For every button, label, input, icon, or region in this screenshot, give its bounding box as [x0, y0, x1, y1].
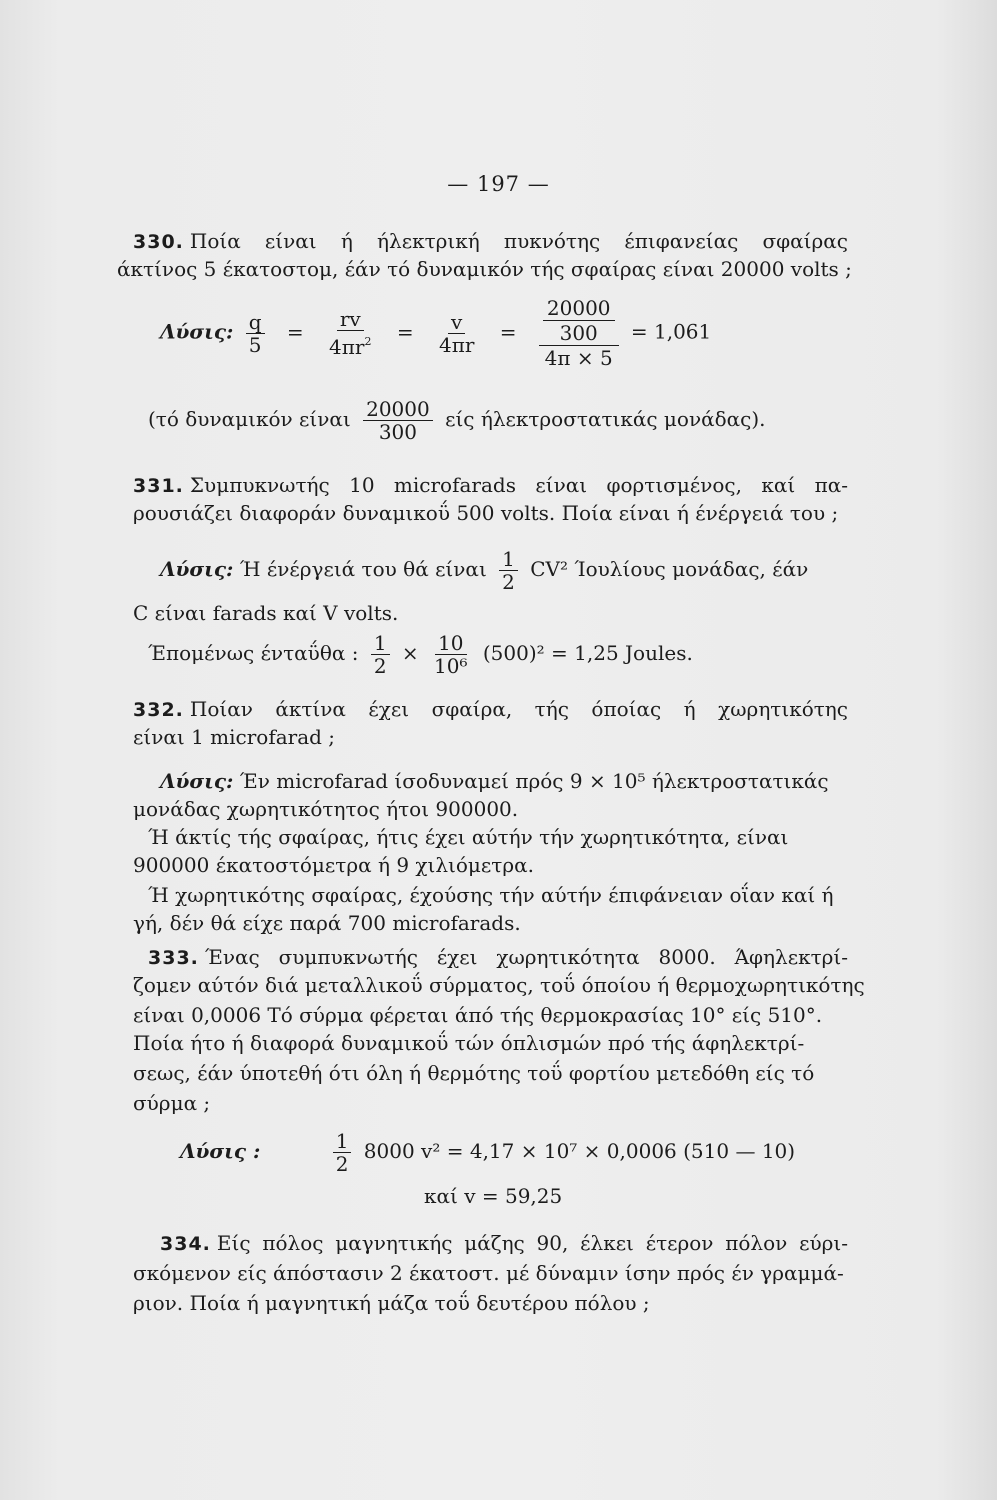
- fraction: $\frac{10}{\text{10⁶}}$: [434, 631, 468, 678]
- problem-number: 330.: [133, 231, 184, 253]
- page-number: — 197 —: [447, 172, 550, 196]
- problem-number: 334.: [160, 1233, 211, 1255]
- problem-334-line3: ριον. Ποία ή μαγνητική μάζα τοΰ δευτέρου πόλου ;: [133, 1291, 650, 1315]
- problem-333-line1: 333. Ένας συμπυκνωτής έχει χωρητικότητα 8000. Άφηλεκτρί-: [148, 945, 848, 969]
- fraction: $\frac{v}{4\pi r}$: [438, 309, 475, 357]
- solution-332-line1: Λύσις: Έν microfarad ίσοδυναμεί πρός 9 × 10⁵ ήλεκτροστατικάς: [160, 769, 829, 793]
- fraction: $\frac{rv}{4\pi r^2}$: [329, 307, 372, 359]
- problem-332-line2: είναι 1 microfarad ;: [133, 725, 336, 749]
- solution-332-line3: Ή άκτίς τής σφαίρας, ήτις έχει αύτήν τήν χωρητικότητα, είναι: [148, 825, 789, 849]
- solution-332-line5: Ή χωρητικότης σφαίρας, έχούσης τήν αύτήν έπιφάνειαν οΐαν καί ή: [148, 883, 834, 907]
- solution-label: Λύσις :: [180, 1139, 261, 1163]
- fraction: $\frac{20000}{300}$: [363, 398, 433, 443]
- fraction: $\frac{1}{2}$: [371, 632, 390, 677]
- problem-number: 331.: [133, 475, 184, 497]
- solution-332-line4: 900000 έκατοστόμετρα ή 9 χιλιόμετρα.: [133, 853, 534, 877]
- problem-333-line4: Ποία ήτο ή διαφορά δυναμικοΰ τών όπλισμών πρό τής άφηλεκτρί-: [133, 1031, 805, 1055]
- problem-333-line2: ζομεν αύτόν διά μεταλλικοΰ σύρματος, τοΰ όποίου ή θερμοχωρητικότης: [133, 973, 865, 997]
- problem-334-line2: σκόμενον είς άπόστασιν 2 έκατοστ. μέ δύναμιν ίσην πρός έν γραμμά-: [133, 1261, 844, 1285]
- problem-number: 332.: [133, 699, 184, 721]
- problem-330-line2: άκτίνος 5 έκατοστομ, έάν τό δυναμικόν τής σφαίρας είναι 20000 volts ;: [117, 257, 852, 281]
- solution-330-formula: Λύσις: $\frac{q}{5}$ = $\frac{rv}{4\pi r^2}$ = $\frac{v}{4\pi r}$ = $\frac{\frac{20000}{300}}{4\pi \times 5}$ = 1,061: [160, 296, 712, 370]
- solution-333-eq2: καί v = 59,25: [424, 1184, 563, 1208]
- problem-334-line1: 334. Είς πόλος μαγνητικής μάζης 90, έλκει έτερον πόλον εύρι-: [160, 1231, 848, 1255]
- solution-label: Λύσις:: [160, 769, 234, 793]
- solution-label: Λύσις:: [160, 319, 234, 344]
- solution-331-calc: Έπομένως ένταΰθα : $\frac{1}{2}$ × $\frac{10}{\text{10⁶}}$ (500)² = 1,25 Joules.: [148, 631, 693, 678]
- solution-332-line6: γή, δέν θά είχε παρά 700 microfarads.: [133, 911, 521, 935]
- problem-331-line2: ρουσιάζει διαφοράν δυναμικοΰ 500 volts. Ποία είναι ή ένέργειά του ;: [133, 501, 839, 525]
- fraction: $\frac{q}{5}$: [246, 311, 265, 356]
- problem-333-line3: είναι 0,0006 Τό σύρμα φέρεται άπό τής θερμοκρασίας 10° είς 510°.: [133, 1003, 823, 1027]
- solution-333-eq1: Λύσις : $\frac{1}{2}$ 8000 v² = 4,17 × 10⁷ × 0,0006 (510 — 10): [180, 1129, 796, 1176]
- fraction: $\frac{1}{2}$: [333, 1130, 352, 1175]
- solution-332-line2: μονάδας χωρητικότητος ήτοι 900000.: [133, 797, 519, 821]
- compound-fraction: $\frac{\frac{20000}{300}}{4\pi \times 5}$: [539, 296, 619, 370]
- fraction: $\frac{1}{2}$: [499, 548, 518, 593]
- result-value: = 1,061: [630, 319, 712, 344]
- solution-label: Λύσις:: [160, 557, 234, 581]
- problem-number: 333.: [148, 947, 199, 969]
- problem-330-line1: 330. Ποία είναι ή ήλεκτρική πυκνότης έπιφανείας σφαίρας: [133, 229, 848, 253]
- problem-331-line1: 331. Συμπυκνωτής 10 microfarads είναι φορτισμένος, καί πα-: [133, 473, 848, 497]
- solution-331-line2: C είναι farads καί V volts.: [133, 601, 399, 625]
- solution-330-note: (τό δυναμικόν είναι $\frac{20000}{300}$ είς ήλεκτροστατικάς μονάδας).: [148, 397, 766, 444]
- solution-331-line1: Λύσις: Ή ένέργειά του θά είναι $\frac{1}{2}$ CV² Ίουλίους μονάδας, έάν: [160, 547, 809, 594]
- problem-332-line1: 332. Ποίαν άκτίνα έχει σφαίρα, τής όποίας ή χωρητικότης: [133, 697, 848, 721]
- problem-333-line6: σύρμα ;: [133, 1091, 211, 1115]
- problem-333-line5: σεως, έάν ύποτεθή ότι όλη ή θερμότης τοΰ φορτίου μετεδόθη είς τό: [133, 1061, 815, 1085]
